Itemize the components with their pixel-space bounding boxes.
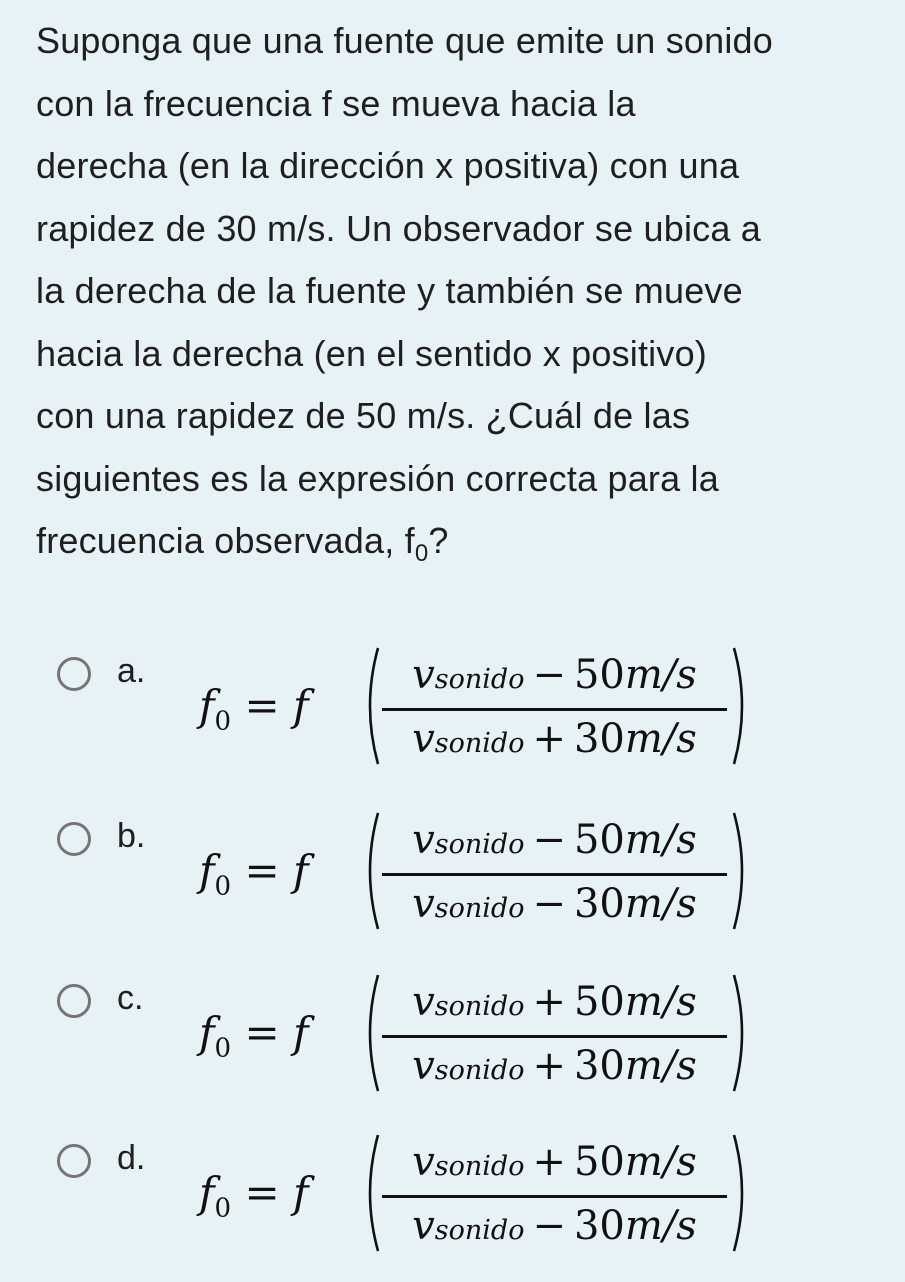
right-paren-icon <box>731 972 753 1094</box>
denominator: vsonido − 30m/s <box>412 1203 697 1249</box>
option-a-radio[interactable] <box>57 657 91 691</box>
lhs-subscript: 0 <box>214 706 232 737</box>
question-line: derecha (en la dirección x positiva) con una <box>36 145 740 186</box>
question-suffix: ? <box>428 520 449 561</box>
denominator: vsonido − 30m/s <box>412 881 697 927</box>
option-b-radio[interactable] <box>57 822 91 856</box>
question-line: frecuencia observada, f <box>36 520 415 561</box>
lhs-var: f <box>199 846 215 895</box>
option-a-letter: a. <box>117 652 146 690</box>
left-paren-icon <box>359 645 381 767</box>
right-paren-icon <box>731 1132 753 1254</box>
question-line: con la frecuencia f se mueva hacia la <box>36 82 636 124</box>
option-c[interactable] <box>57 972 857 1122</box>
option-b-letter: b. <box>117 817 146 855</box>
lhs-var: f <box>199 1168 215 1217</box>
option-b[interactable] <box>57 810 857 960</box>
lhs-subscript: 0 <box>214 1193 232 1224</box>
fraction-bar <box>382 873 727 876</box>
numerator: vsonido + 50m/s <box>412 979 697 1025</box>
fraction <box>382 814 727 935</box>
lhs-eq: = f <box>231 681 309 730</box>
fraction <box>382 976 727 1097</box>
option-d-letter: d. <box>117 1139 146 1177</box>
lhs-var: f <box>199 1008 215 1057</box>
lhs-subscript: 0 <box>214 1033 232 1064</box>
option-a[interactable] <box>57 645 857 795</box>
option-d[interactable] <box>57 1132 857 1282</box>
question-subscript: 0 <box>414 540 429 568</box>
numerator: vsonido + 50m/s <box>412 1139 697 1185</box>
question-line-last <box>36 510 876 586</box>
numerator: vsonido − 50m/s <box>412 652 697 698</box>
option-c-letter: c. <box>117 979 144 1017</box>
fraction <box>382 649 727 770</box>
lhs-subscript: 0 <box>214 871 232 902</box>
lhs-var: f <box>199 681 215 730</box>
option-c-radio[interactable] <box>57 984 91 1018</box>
fraction <box>382 1136 727 1257</box>
question-line: la derecha de la fuente y también se mueve <box>36 270 743 311</box>
question-text <box>36 10 876 586</box>
right-paren-icon <box>731 810 753 932</box>
denominator: vsonido + 30m/s <box>412 1043 697 1089</box>
fraction-bar <box>382 1195 727 1198</box>
left-paren-icon <box>359 1132 381 1254</box>
question-line: Suponga que una fuente que emite un sonido <box>36 20 773 61</box>
fraction-bar <box>382 1035 727 1038</box>
lhs-eq: = f <box>231 846 309 895</box>
option-d-radio[interactable] <box>57 1144 91 1178</box>
numerator: vsonido − 50m/s <box>412 817 697 863</box>
formula-lhs <box>199 1168 309 1223</box>
lhs-eq: = f <box>231 1168 309 1217</box>
question-line: rapidez de 30 m/s. Un observador se ubica a <box>36 207 761 249</box>
lhs-eq: = f <box>231 1008 309 1057</box>
fraction-bar <box>382 708 727 711</box>
formula-lhs <box>199 1008 309 1063</box>
left-paren-icon <box>359 972 381 1094</box>
formula-lhs <box>199 846 309 901</box>
right-paren-icon <box>731 645 753 767</box>
question-line: hacia la derecha (en el sentido x positivo) <box>36 332 707 374</box>
question-line: siguientes es la expresión correcta para la <box>36 457 719 499</box>
question-line: con una rapidez de 50 m/s. ¿Cuál de las <box>36 395 691 436</box>
formula-lhs <box>199 681 309 736</box>
denominator: vsonido + 30m/s <box>412 716 697 762</box>
left-paren-icon <box>359 810 381 932</box>
